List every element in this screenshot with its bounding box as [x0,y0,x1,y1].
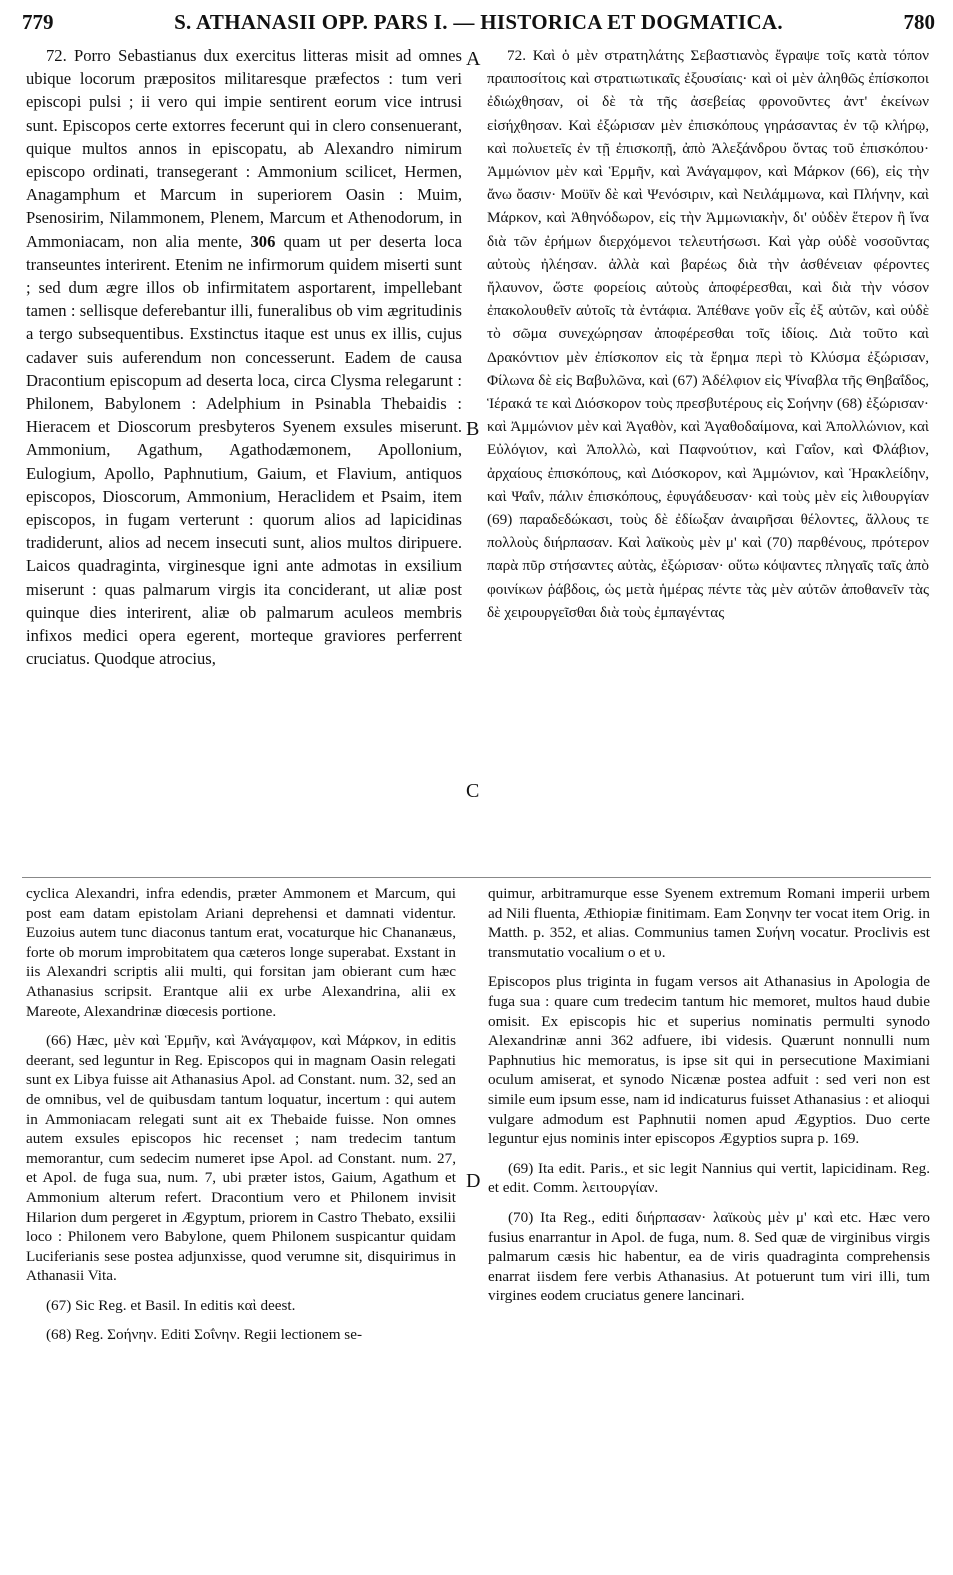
footnote-68-continuation: quimur, arbitramurque esse Syenem extremum Romani imperii urbem ad Nili fluenta, Æthiopiæ finitimam. Eam Σοηνην ter vocat item Orig. in Matth. p. 352, et alias. Communius tamen Συήνη vocatur. Proclivis est transmutatio vocalium ο et υ. [488,885,930,961]
footnote-70: (70) Ita Reg., editi διήρπασαν· λαϊκοὺς μὲν μ' καὶ etc. Hæc vero fusius enarrantur in Apol. de fuga, num. 8. Sed quæ de virginibus virgis palmarum cæsis hic habentur, ea de viris quadraginta comprehensis enarrat iisdem fere verbis Athanasius. At potuerunt tum viri illi, tum virgines eodem cruciatus genere lancinari. [488,1208,930,1305]
latin-paragraph [26,44,462,670]
latin-text-after-number: quam ut per deserta loca transeuntes interirent. Etenim ne infirmorum quidem miserti sunt ; sed dum ægre illos ob infirmitatem asportarent, impellebant tamen : sellisque deferebantur illi, funeralibus ob vim ægritudinis a tergo subsequentibus. Exstinctus itaque est unus ex illis, cujus cadaver suis auferendum non concesserunt. Eadem de causa Dracontium episcopum ad deserta loca, circa Clysma relegarunt : Philonem, Babylonem : Adelphium in Psinabla Thebaidis : Hieracem et Dioscorum presbyteros Syenem exsules miserunt. Ammonium, Agathum, Agathodæmonem, Apollonium, Eulogium, Apollo, Paphnutium, Gaium, et Flavium, antiquos episcopos, Dioscorum, Ammonium, Heraclidem et Psaim, item episcopos, in fugam verterunt : quorum alios ad lapicidinas tradiderunt, alios ad necem insecuti sunt, alios multos diripuere. Laicos quadraginta, virginesque igni ante admotas in exsilium miserunt : quas palmarum virgis ita conciderant, ut aliæ post quinque dies interirent, aliæ ob palmarum aculeos membris infixos medici opera egerent, morteque graviores perferrent cruciatus. Quodque atrocius, [26,231,462,669]
footnote-69: (69) Ita edit. Paris., et sic legit Nannius qui vertit, lapicidinam. Reg. et edit. Comm. λειτουργίαν. [488,1159,930,1197]
greek-paragraph: 72. Καὶ ὁ μὲν στρατηλάτης Σεβαστιανὸς ἔγραψε τοῖς κατὰ τόπον πραιποσίτοις καὶ στρατιωτικαῖς ἐξουσίαις· καὶ οἱ μὲν ἀληθῶς ἐπίσκοποι ἐδιώχθησαν, οἱ δὲ τὰ τῆς ἀσεβείας φρονοῦντες ἀντ' ἐκείνων εἰσήχθησαν. Καὶ ἐξώρισαν μὲν ἐπισκόπους γηράσαντας ἐν τῷ κλήρῳ, καὶ πολυετεῖς ἐν τῇ ἐπισκοπῇ, ἀπὸ Ἀλεξάνδρου ὄντας τοῦ ἐπισκόπου· Ἀμμώνιον μὲν καὶ Ἑρμῆν, καὶ Ἀνάγαμφον, καὶ Μάρκον (66), εἰς τὴν ἄνω ὄασιν· Μοϋῖν δὲ καὶ Ψενόσιριν, καὶ Νειλάμμωνα, καὶ Πλήνην, καὶ Μάρκον, καὶ Ἀθηνόδωρον, εἰς τὴν Ἀμμωνιακὴν, δι' οὐδὲν ἕτερον ἢ ἵνα διὰ τῶν ἐρήμων διερχόμενοι τελευτήσωσι. Καὶ γὰρ οὐδὲ νοσοῦντας αὐτοὺς ἠλέησαν. ἀλλὰ καὶ βαρέως διὰ τὴν ἀσθένειαν φέροντες ἤλαυνον, ὥστε φορείοις αὐτοὺς ἀποφέρεσθαι, καὶ διὰ τὴν νόσον ἐπακολουθεῖν αὐτοῖς τὰ ἐντάφια. Ἀπέθανε γοῦν εἷς ἐξ αὐτῶν, καὶ οὐδὲ τὸ σῶμα συνεχώρησαν ἀποφέρεσθαι τοῖς ἰδίοις. Διὰ τοῦτο καὶ Δρακόντιον μὲν ἐπίσκοπον εἰς τὰ ἔρημα περὶ τὸ Κλύσμα ἐξώρισαν, Φίλωνα δὲ εἰς Βαβυλῶνα, καὶ (67) Ἀδέλφιον εἰς Ψίναβλα τῆς Θηβαΐδος, Ἱέρακά τε καὶ Διόσκορον τοὺς πρεσβυτέρους εἰς Σοήνην (68) ἐξώρισαν· καὶ Ἀμμώνιον μὲν καὶ Ἀγαθὸν, καὶ Ἀγαθοδαίμονα, καὶ Ἀπολλώνιον, καὶ Εὐλόγιον, καὶ Ἀπολλὼ, καὶ Παφνούτιον, καὶ Γαΐον, καὶ Φλάβιον, ἀρχαίους ἐπισκόπους, καὶ Διόσκορον, καὶ Ἀμμώνιον, καὶ Ἡρακλείδην, καὶ Ψαΐν, πάλιν ἐπισκόπους, ἐφυγάδευσαν· καὶ τοὺς μὲν εἰς λιθουργίαν (69) παραδεδώκασι, τοὺς δὲ ἐδίωξαν ἀναιρῆσαι θέλοντες, ἄλλους τε πολλοὺς διήρπασαν. Καὶ λαϊκοὺς μὲν μ' καὶ (70) παρθένους, πρότερον παρὰ πῦρ στήσαντες αὐτὰς, ἐξώρισαν· οὕτω κόψαντες πληγαῖς ταῖς ἀπὸ φοινίκων ῥάβδοις, ὡς μετὰ ἡμέρας πέντε τὰς μὲν αὐτῶν ἀποθανεῖν τὰς δὲ χειρουργεῖσθαι διὰ τοὺς ἐμπαγέντας [487,47,929,621]
margin-letter-d: D [466,1170,481,1192]
footnote-66: (66) Hæc, μὲν καὶ Ἑρμῆν, καὶ Ἀνάγαμφον, καὶ Μάρκον, in editis deerant, sed leguntur in Reg. Episcopos qui in magnam Oasin relegati sunt ex Libya fuisse ait Athanasius Apol. ad Constant. num. 32, sed an de omnibus, vel de quibusdam tantum loquatur, incertum : qui autem in Ammoniacam relegati sunt ait ex Thebaide fuisse. Non omnes autem exsules episcopos hic recenset ; nam tredecim tantum memorantur, cum sedecim numeret ipse Apol. ad Constant. num. 27, et Apol. de fuga sua, num. 7, ubi præter istos, Gaium, Agathum et Ammonium alterum refert. Dracontium vero et Philonem invisit Hilarion dum pergeret in Ægyptum, priorem in Castro Thebato, exsilii loco : Philonem vero Babylone, quem Philonem suspicantur quidam Luciferianis sese postea adjunxisse, quod verumne sit, disquirimus in Athanasii Vita. [26,1032,456,1285]
latin-text-before-number: 72. Porro Sebastianus dux exercitus litteras misit ad omnes ubique locorum præpositos militaresque præfectos : tum veri episcopi pulsi ; ii vero qui impie sentirent eorum vice intrusi sunt. Episcopos certe extorres fecerunt qui in clero consenuerant, quique multos annos in episcopatu, ab Alexandro nimirum episcopo ordinati, transegerant : Ammonium scilicet, Hermen, Anagamphum et Marcum in superiorem Oasin : Muim, Psenosirim, Nilammonem, Plenem, Marcum et Athenodorum, in Ammoniacam, non alia mente, [26,46,462,251]
footnote-68: (68) Reg. Σοήνην. Editi Σοΐνην. Regii lectionem se- [46,1326,363,1344]
page-header [22,6,935,40]
margin-letter-a: A [466,48,481,70]
latin-text-column [26,44,462,670]
margin-letter-c: C [466,780,480,802]
margin-letter-b: B [466,418,480,440]
footnotes-right-column [488,884,930,1316]
footnote-commentary: Episcopos plus triginta in fugam versos ait Athanasius in Apologia de fuga sua : quare cum tredecim tantum hic memoret, multos haud dubie omisit. Ex episcopis hic et superius nominatis permulti synodo Alexandrinæ anni 362 adfuere, ibi videsis. Quærunt nonnulli num Paphnutius hic memoratus, is ipse sit qui in persecutione Maximiani oculum amiserat, et synodo Nicænæ postea adfuit : sed veri non est simile eum ipsum esse, nam id indicaturus fuisset Athanasius : et alioqui vulgare admodum est Paphnutii nomen apud Ægyptios. Duo certe leguntur ejus nominis inter episcopos Ægyptios supra p. 169. [488,973,930,1148]
footnote-continuation: cyclica Alexandri, infra edendis, præter Ammonem et Marcum, qui post eam datam epistolam Ariani deprehensi et damnati videntur. Euzoius autem tunc diaconus tantum erat, vocaturque hic Chananæus, forte ob morum improbitatem qua cæteros longe superabat. Exstant in iis Alexandri scriptis alii multi, qui forsitan jam obierant cum hæc Athanasius scripsit. Erantque alii ex urbe Alexandrina, alii ex Mareote, Alexandrinæ diœcesis portione. [26,885,456,1020]
running-title: S. ATHANASII OPP. PARS I. — HISTORICA ET DOGMATICA. [174,10,783,34]
greek-text-column [487,44,929,624]
footnote-67: (67) Sic Reg. et Basil. In editis καὶ deest. [46,1296,296,1314]
marginal-page-number: 306 [250,231,276,251]
page-number-left: 779 [22,10,54,34]
footnotes-left-column [26,884,456,1355]
page-number-right: 780 [903,10,935,34]
notes-separator [22,877,931,878]
